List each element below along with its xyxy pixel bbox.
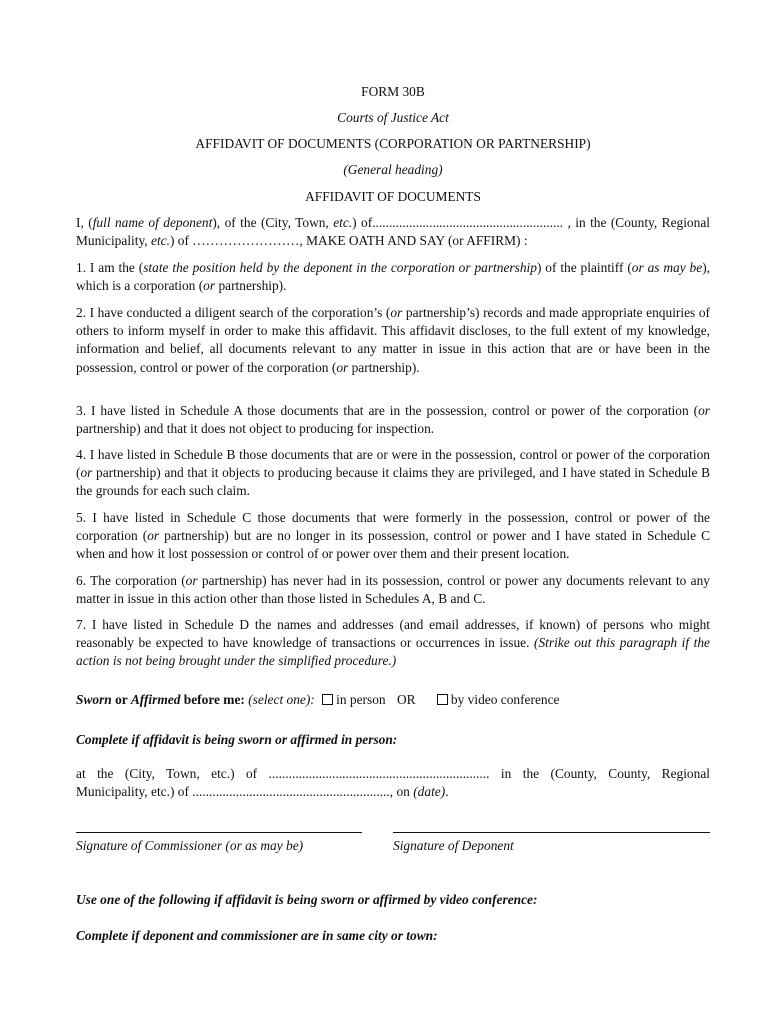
video-conference-heading: Use one of the following if affidavit is being sworn or affirmed by video conference: (76, 892, 538, 907)
deponent-signature-line[interactable] (393, 832, 710, 833)
paragraph-4: 4. I have listed in Schedule B those documents that are or were in the possession, control or power of the corporation (or partnership) and that it objects to producing because it claims they are privileged, and I have stated in Schedule B the grounds for each such claim. (76, 447, 710, 499)
form-number: FORM 30B (361, 84, 425, 99)
video-conference-label: by video conference (450, 692, 560, 707)
general-heading: (General heading) (343, 162, 443, 177)
paragraph-6: 6. The corporation (or partnership) has never had in its possession, control or power any documents relevant to any matter in issue in this action other than those listed in Schedules A, B and C. (76, 573, 710, 607)
sworn-line: Sworn or Affirmed before me: (select one): in person OR by video conference (76, 692, 560, 707)
in-person-heading: Complete if affidavit is being sworn or affirmed in person: (76, 732, 398, 747)
deponent-signature-label: Signature of Deponent (393, 838, 514, 853)
paragraph-1: 1. I am the (state the position held by the deponent in the corporation or partnership) of the plaintiff (or as may be), which is a corporation (or partnership). (76, 260, 711, 294)
location-line-2: Municipality, etc.) of ..........................................................., on (date). (76, 784, 449, 799)
or-separator: OR (396, 692, 416, 707)
act-name: Courts of Justice Act (337, 110, 449, 125)
form-title: AFFIDAVIT OF DOCUMENTS (CORPORATION OR PARTNERSHIP) (195, 136, 591, 151)
in-person-checkbox[interactable] (322, 694, 333, 705)
paragraph-7: 7. I have listed in Schedule D the names and addresses (and email addresses, if known) of persons who might reasonably be expected to have knowledge of transactions or occurrences in issue. (Strike out this paragraph if the action is not being brought under the simplified procedure.) (76, 617, 710, 669)
paragraph-3: 3. I have listed in Schedule A those documents that are in the possession, control or power of the corporation (or partnership) and that it does not object to producing for inspection. (76, 403, 710, 437)
location-line-1: at the (City, Town, etc.) of .................................................................. in the (County, County, Regional (76, 766, 710, 781)
commissioner-signature-line[interactable] (76, 832, 362, 833)
video-conference-checkbox[interactable] (437, 694, 448, 705)
document-title: AFFIDAVIT OF DOCUMENTS (305, 189, 481, 204)
paragraph-5: 5. I have listed in Schedule C those documents that were formerly in the possession, control or power of the corporation (or partnership) but are no longer in its possession, control or power and I have stated in Schedule C when and how it lost possession or control of or power over them and their present location. (76, 510, 711, 562)
same-city-heading: Complete if deponent and commissioner are in same city or town: (76, 928, 438, 943)
commissioner-signature-label: Signature of Commissioner (or as may be) (76, 838, 304, 853)
intro-paragraph: I, (full name of deponent), of the (City, Town, etc.) of......................................................... , in the (County, Regional Municipality, etc.) of ……………………, MAKE OATH AND SAY (or AFFIRM) : (76, 215, 710, 249)
paragraph-2: 2. I have conducted a diligent search of the corporation’s (or partnership’s) records and made appropriate enquiries of others to inform myself in order to make this affidavit. This affidavit discloses, to the full extent of my knowledge, information and belief, all documents relevant to any matter in issue in this action that are or have been in the possession, control or power of the corporation (or partnership). (76, 305, 710, 375)
in-person-label: in person (336, 692, 386, 707)
